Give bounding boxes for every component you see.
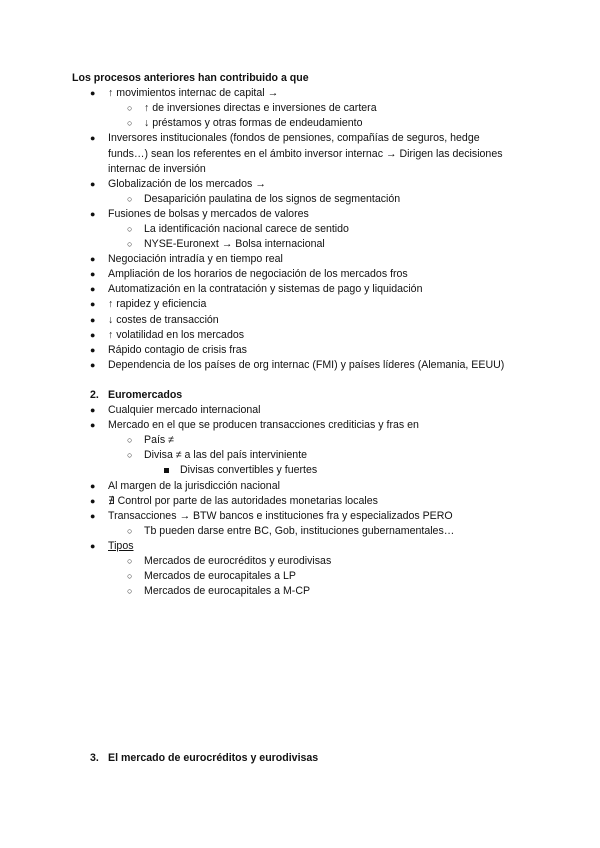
bullet-dot: ●	[90, 345, 96, 355]
bullet-dot: ●	[90, 269, 96, 279]
bullet-dot: ●	[90, 88, 96, 98]
list-item: Fusiones de bolsas y mercados de valores	[108, 208, 309, 220]
bullet-dot: ●	[90, 133, 96, 143]
bullet-circle: ○	[127, 194, 133, 204]
section-number: 3.	[90, 752, 99, 764]
list-item: ↑ volatilidad en los mercados	[108, 329, 245, 341]
sub-list-item: Tb pueden darse entre BC, Gob, instituciones gubernamentales…	[144, 525, 455, 537]
list-item: Ampliación de los horarios de negociación de los mercados fros	[108, 268, 408, 280]
bullet-dot: ●	[90, 360, 96, 370]
bullet-circle: ○	[127, 556, 133, 566]
bullet-square	[164, 468, 169, 473]
bullet-dot: ●	[90, 420, 96, 430]
bullet-circle: ○	[127, 571, 133, 581]
bullet-dot: ●	[90, 496, 96, 506]
bullet-dot: ●	[90, 299, 96, 309]
bullet-dot: ●	[90, 209, 96, 219]
list-item: ∄ Control por parte de las autoridades monetarias locales	[108, 495, 378, 507]
bullet-dot: ●	[90, 481, 96, 491]
bullet-circle: ○	[127, 103, 133, 113]
bullet-dot: ●	[90, 284, 96, 294]
section-title: El mercado de eurocréditos y eurodivisas	[108, 752, 319, 764]
bullet-dot: ●	[90, 405, 96, 415]
bullet-dot: ●	[90, 330, 96, 340]
bullet-circle: ○	[127, 224, 133, 234]
sub-sub-list-item: Divisas convertibles y fuertes	[180, 464, 318, 476]
sub-list-item: Desaparición paulatina de los signos de segmentación	[144, 193, 401, 205]
list-item: Mercado en el que se producen transacciones crediticias y fras en	[108, 419, 419, 431]
section-number: 2.	[90, 389, 99, 401]
sub-list-item: Mercados de eurocapitales a LP	[144, 570, 296, 582]
list-item-continuation: internac de inversión	[108, 163, 206, 175]
sub-list-item: Mercados de eurocréditos y eurodivisas	[144, 555, 332, 567]
bullet-dot: ●	[90, 179, 96, 189]
list-item: Dependencia de los países de org internac (FMI) y países líderes (Alemania, EEUU)	[108, 359, 505, 371]
bullet-dot: ●	[90, 541, 96, 551]
list-item: Automatización en la contratación y sistemas de pago y liquidación	[108, 283, 423, 295]
bullet-dot: ●	[90, 315, 96, 325]
list-item: Globalización de los mercados →	[108, 178, 266, 190]
sub-list-item: ↓ préstamos y otras formas de endeudamiento	[144, 117, 363, 129]
bullet-dot: ●	[90, 254, 96, 264]
list-item: Transacciones → BTW bancos e instituciones fra y especializados PERO	[108, 510, 453, 522]
bullet-circle: ○	[127, 526, 133, 536]
sub-list-item: Mercados de eurocapitales a M-CP	[144, 585, 311, 597]
sub-list-item: Divisa ≠ a las del país interviniente	[144, 449, 308, 461]
sub-list-item: ↑ de inversiones directas e inversiones de cartera	[144, 102, 377, 114]
tipos-link[interactable]: Tipos	[108, 540, 134, 552]
list-item: Rápido contagio de crisis fras	[108, 344, 247, 356]
list-item-continuation: funds…) sean los referentes en el ámbito inversor internac → Dirigen las decisiones	[108, 148, 503, 160]
list-item: ↑ movimientos internac de capital →	[108, 87, 279, 99]
sub-list-item: NYSE-Euronext → Bolsa internacional	[144, 238, 325, 250]
sub-list-item: La identificación nacional carece de sentido	[144, 223, 349, 235]
list-item: Inversores institucionales (fondos de pensiones, compañías de seguros, hedge	[108, 132, 480, 144]
list-item: Negociación intradía y en tiempo real	[108, 253, 283, 265]
bullet-circle: ○	[127, 435, 133, 445]
list-item: ↑ rapidez y eficiencia	[108, 298, 207, 310]
sub-list-item: País ≠	[144, 434, 174, 446]
intro-heading: Los procesos anteriores han contribuido a que	[72, 72, 309, 84]
list-item: Al margen de la jurisdicción nacional	[108, 480, 280, 492]
list-item: Cualquier mercado internacional	[108, 404, 261, 416]
bullet-circle: ○	[127, 586, 133, 596]
list-item: ↓ costes de transacción	[108, 314, 219, 326]
section-title: Euromercados	[108, 389, 183, 401]
bullet-dot: ●	[90, 511, 96, 521]
bullet-circle: ○	[127, 239, 133, 249]
bullet-circle: ○	[127, 450, 133, 460]
bullet-circle: ○	[127, 118, 133, 128]
